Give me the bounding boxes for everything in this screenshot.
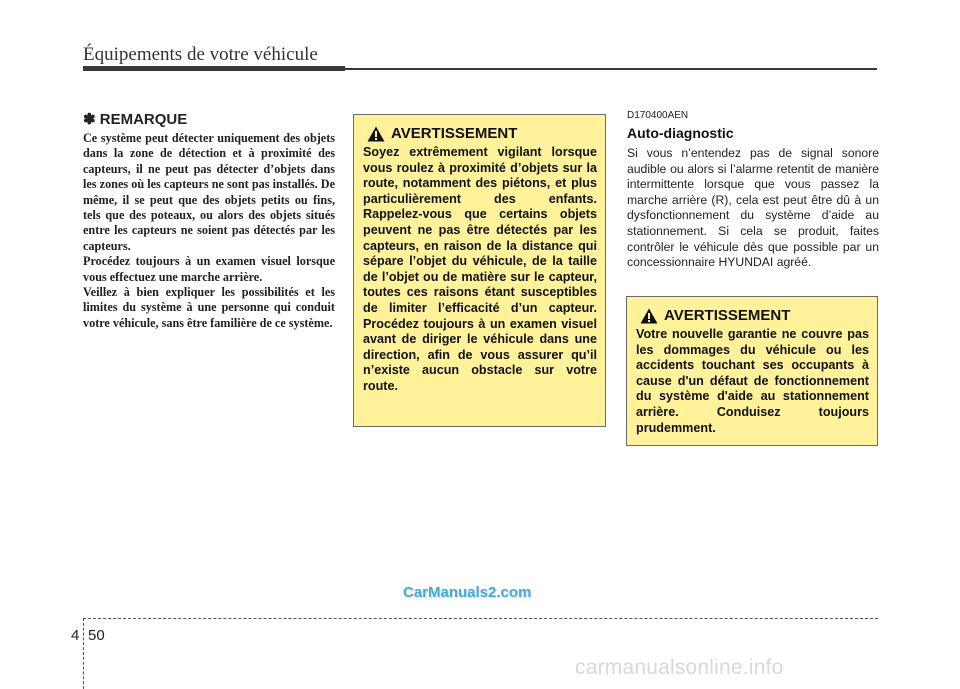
note-paragraph-1: Ce système peut détecter uniquement des objets dans la zone de détection et à proximité des capteurs, il ne peut pas détecter d’objets dans les zones où les capteurs ne sont pas installés. De même, il se peut que des objets petits ou fins, tels que des poteaux, ou alors des objets situés entre les capteurs ne soient pas détectés par les capteurs. <box>83 131 335 253</box>
section-body: Si vous n’entendez pas de signal sonore audible ou alors si l’alarme retentit de manière intermittente lorsque que vous passez la marche arrière (R), cela est peut être dû à un dysfonctionnement du système d’aide au stationnement. Si cela se produit, faites contrôler le véhicule dès que possible par un concessionnaire HYUNDAI agréé. <box>627 146 879 270</box>
footer-rule <box>83 618 878 619</box>
note-heading: ✽ REMARQUE <box>83 111 188 128</box>
warning-triangle-icon <box>367 126 385 142</box>
warning-text: Votre nouvelle garantie ne couvre pas les dommages du véhicule ou les accidents touchant ses occupants à cause d'un défaut de fonctionnement du système d'aide au stationnement arrière. Conduisez toujours prudemment. <box>636 327 869 435</box>
header-rule-thick <box>83 66 345 71</box>
warning-text: Soyez extrêmement vigilant lorsque vous roulez à proximité d’objets sur la route, notamment des piétons, et plus particulièrement des enfants. Rappelez-vous que certains objets peuvent ne pas être détectés par les capteurs, en raison de la distance qui sépare l’objet du véhicule, de la taille de l’objet ou de matière sur le capteur, toutes ces raisons étant susceptibles de limiter l’efficacité d’un capteur. Procédez toujours à un examen visuel avant de diriger le véhicule dans une direction, afin de vous assurer qu’il n’existe aucun obstacle sur votre route. <box>363 145 597 393</box>
watermark-link[interactable]: CarManuals2.com <box>403 584 532 601</box>
footer-vertical-rule <box>83 618 84 689</box>
chapter-number: 4 <box>71 627 80 644</box>
warning-title-text: AVERTISSEMENT <box>391 125 518 142</box>
note-body <box>83 131 335 331</box>
warning-title <box>640 307 869 324</box>
header-rule-thin <box>345 68 877 70</box>
watermark-bottom: carmanualsonline.info <box>575 656 784 679</box>
warning-box-pedestrians <box>353 114 606 427</box>
section-code: D170400AEN <box>627 110 689 121</box>
warning-title <box>367 125 597 142</box>
section-title: Auto-diagnostic <box>627 125 734 141</box>
warning-title-text: AVERTISSEMENT <box>664 307 791 324</box>
warning-triangle-icon <box>640 308 658 324</box>
page-title: Équipements de votre véhicule <box>83 44 318 65</box>
note-paragraph-2: Procédez toujours à un examen visuel lorsque vous effectuez une marche arrière. <box>83 254 335 284</box>
page-number: 50 <box>88 627 105 644</box>
note-paragraph-3: Veillez à bien expliquer les possibilités et les limites du système à une personne qui conduit votre véhicule, sans être familière de ce système. <box>83 285 335 330</box>
warning-box-warranty <box>626 296 878 446</box>
